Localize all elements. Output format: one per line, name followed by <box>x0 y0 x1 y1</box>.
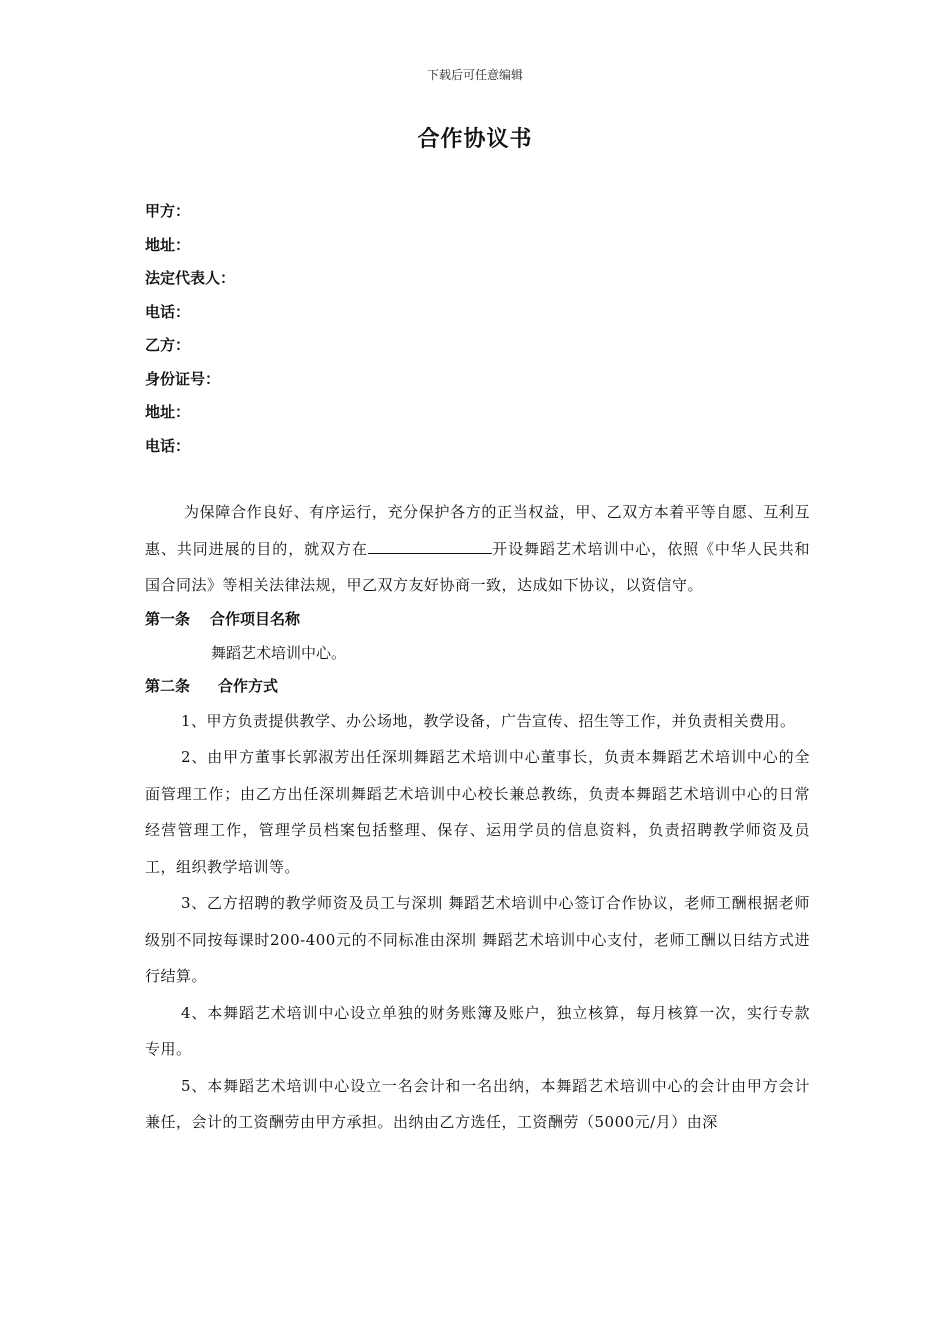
location-blank <box>368 538 492 554</box>
article-2-item-5: 5、本舞蹈艺术培训中心设立一名会计和一名出纳，本舞蹈艺术培训中心的会计由甲方会计兼任，会计的工资酬劳由甲方承担。出纳由乙方选任，工资酬劳（5000元/月）由深 <box>145 1076 810 1131</box>
preamble-text-after: 开设舞蹈艺术培训中心，依照《中华人民共和国合同法》等相关法律法规，甲乙双方友好协商一致，达成如下协议，以资信守。 <box>145 539 810 594</box>
document-title: 合作协议书 <box>417 126 533 152</box>
party-b-id-label: 身份证号： <box>145 369 221 388</box>
article-2-heading <box>145 671 810 703</box>
party-a-representative-label: 法定代表人： <box>145 269 236 287</box>
party-b-address-label: 地址： <box>145 403 191 421</box>
article-1-body: 舞蹈艺术培训中心。 <box>211 643 347 662</box>
article-2-item-3: 3、乙方招聘的教学师资及员工与深圳 舞蹈艺术培训中心签订合作协议，老师工酬根据老师级别不同按每课时200-400元的不同标准由深圳 舞蹈艺术培训中心支付，老师工酬以日结方式进行结算。 <box>145 894 810 985</box>
article-2-number: 第二条 <box>145 676 191 695</box>
article-2-item-2: 2、由甲方董事长郭淑芳出任深圳舞蹈艺术培训中心董事长，负责本舞蹈艺术培训中心的全面管理工作；由乙方出任深圳舞蹈艺术培训中心校长兼总教练，负责本舞蹈艺术培训中心的日常经营管理工作，管理学员档案包括整理、保存、运用学员的信息资料，负责招聘教学师资及员工，组织教学培训等。 <box>145 748 810 876</box>
party-b-phone-label: 电话： <box>145 436 191 455</box>
article-1-number: 第一条 <box>145 609 191 628</box>
article-2-item-1: 1、甲方负责提供教学、办公场地，教学设备，广告宣传、招生等工作，并负责相关费用。 <box>181 711 796 730</box>
article-2-name: 合作方式 <box>218 676 279 695</box>
preamble-text-before: 为保障合作良好、有序运行，充分保护各方的正当权益，甲、乙双方本着平等自愿、互利互惠、共同进展的目的，就双方在 <box>145 503 810 558</box>
article-1-heading <box>145 604 810 636</box>
preamble-paragraph <box>145 494 810 604</box>
party-b-label: 乙方： <box>145 336 191 354</box>
agreement-content <box>145 494 810 1141</box>
party-a-phone-label: 电话： <box>145 302 191 321</box>
party-a-label: 甲方： <box>145 202 191 220</box>
party-a-address-label: 地址： <box>145 235 191 254</box>
article-1-name: 合作项目名称 <box>210 609 301 628</box>
parties-block <box>145 198 805 466</box>
article-2-item-4: 4、本舞蹈艺术培训中心设立单独的财务账簿及账户，独立核算，每月核算一次，实行专款专用。 <box>145 1003 810 1058</box>
header-note: 下载后可任意编辑 <box>426 68 523 82</box>
